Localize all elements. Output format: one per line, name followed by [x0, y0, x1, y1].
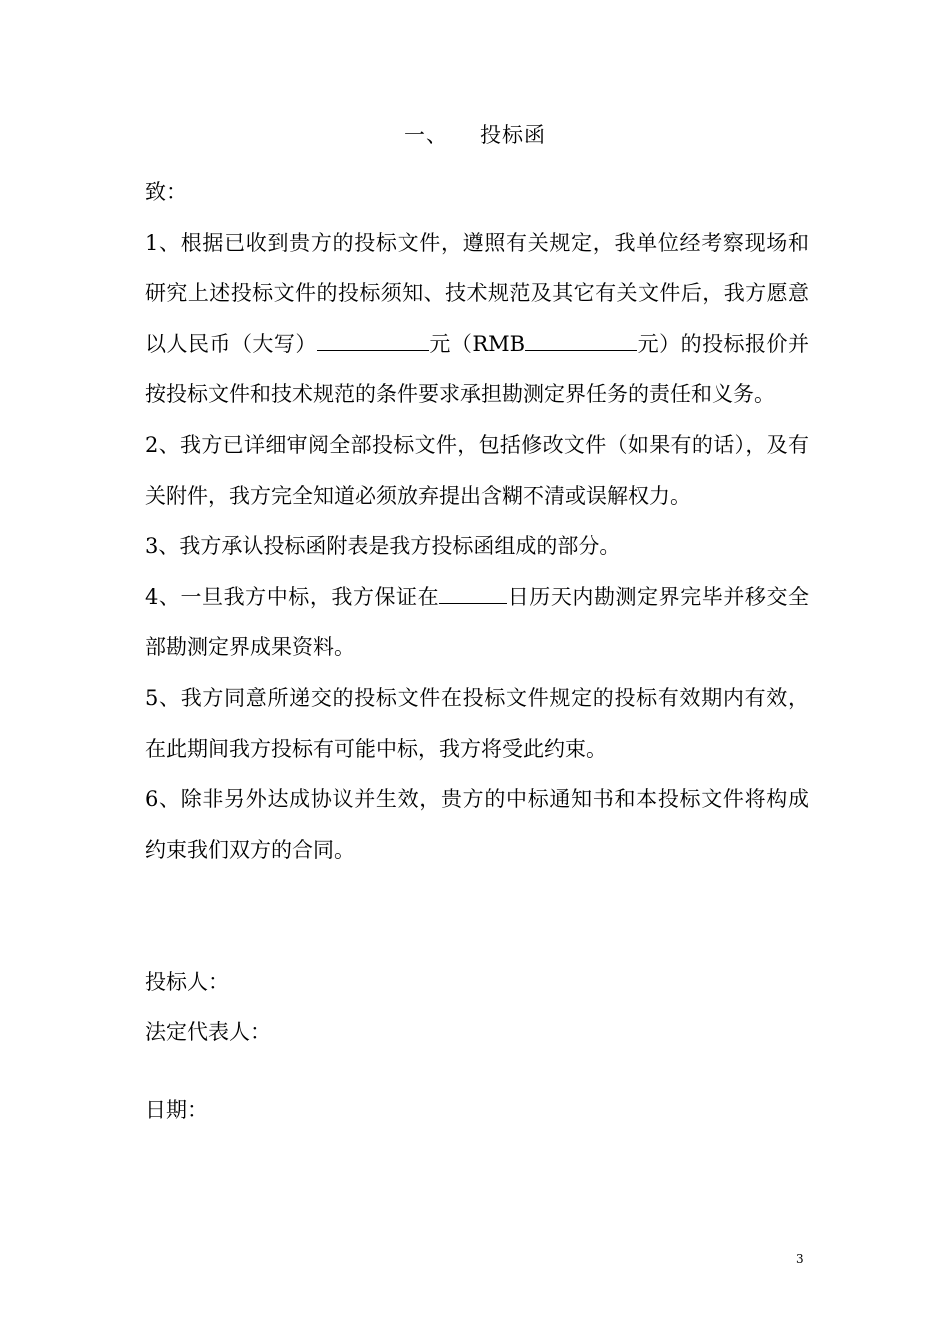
legal-rep-label: 法定代表人： — [145, 1020, 271, 1044]
clause-6: 6、除非另外达成协议并生效，贵方的中标通知书和本投标文件将构成约束我们双方的合同。 — [145, 787, 809, 862]
letter-body — [145, 167, 809, 875]
section-title: 投标函 — [480, 123, 546, 147]
section-number: 一、 — [404, 123, 448, 147]
clause-2: 2、我方已详细审阅全部投标文件，包括修改文件（如果有的话），及有关附件，我方完全知道必须放弃提出含糊不清或误解权力。 — [145, 432, 809, 508]
clause-4 — [145, 572, 809, 673]
days-blank — [439, 579, 507, 604]
bidder-label: 投标人： — [145, 970, 229, 994]
clause-5: 5、我方同意所递交的投标文件在投标文件规定的投标有效期内有效，在此期间我方投标有可能中标，我方将受此约束。 — [145, 685, 809, 761]
clause-4-text-b: 日历天内勘测定界完毕并移交全部勘测定界成果资料。 — [145, 584, 809, 660]
clause-3: 3、我方承认投标函附表是我方投标函组成的部分。 — [145, 534, 621, 559]
amount-words-blank — [317, 326, 429, 351]
clause-1-text-b: 元（RMB — [428, 331, 526, 356]
page-number: 3 — [796, 1252, 804, 1266]
clause-1-text-a: 1、根据已收到贵方的投标文件，遵照有关规定，我单位经考察现场和研究上述投标文件的投标须知、技术规范及其它有关文件后，我方愿意以人民币（大写） — [145, 230, 809, 356]
salutation: 致： — [145, 180, 187, 204]
clause-1-text-c: 元）的投标报价并按投标文件和技术规范的条件要求承担勘测定界任务的责任和义务。 — [145, 331, 810, 407]
date-label: 日期： — [145, 1098, 208, 1122]
page-title — [0, 118, 950, 152]
clause-4-text-a: 4、一旦我方中标，我方保证在 — [145, 584, 440, 609]
clause-1 — [145, 218, 809, 420]
amount-rmb-blank — [525, 326, 637, 351]
